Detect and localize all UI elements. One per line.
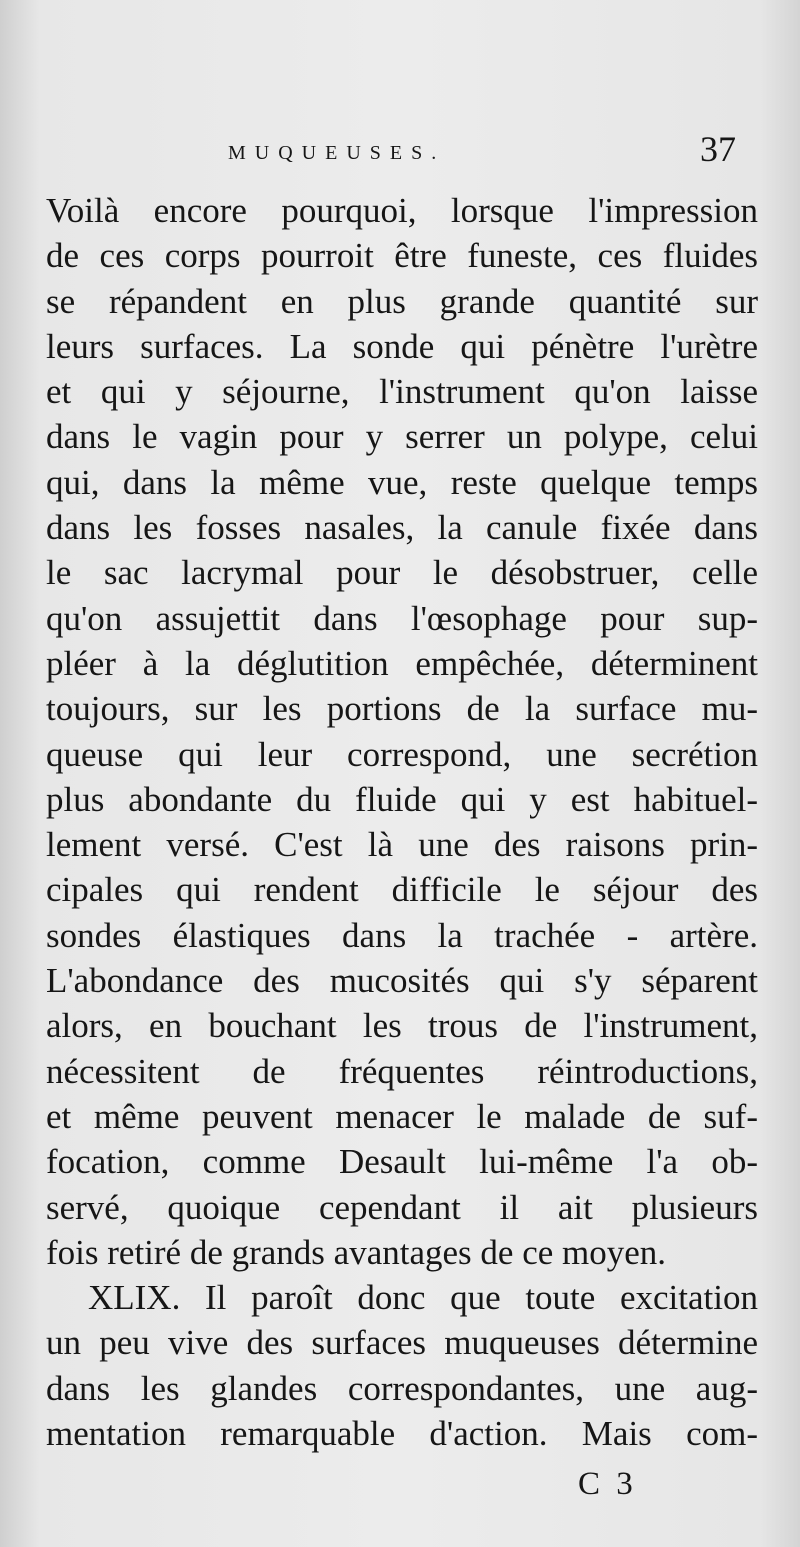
text-line: leurs surfaces. La sonde qui pénètre l'urètre [46,326,758,366]
text-line: et qui y séjourne, l'instrument qu'on laisse [46,372,758,412]
text-line: se répandent en plus grande quantité sur [46,281,758,321]
text-line: dans les fosses nasales, la canule fixée dans [46,508,758,548]
text-line: de ces corps pourroit être funeste, ces fluides [46,236,758,276]
text-line: lement versé. C'est là une des raisons prin- [46,825,758,865]
text-line: mentation remarquable d'action. Mais com- [46,1414,758,1454]
text-line: un peu vive des surfaces muqueuses détermine [46,1323,758,1363]
text-line: focation, comme Desault lui-même l'a ob- [46,1142,758,1182]
text-line: servé, quoique cependant il ait plusieurs [46,1187,758,1227]
section-start-line: XLIX. Il paroît donc que toute excitation [88,1278,758,1318]
running-head: MUQUEUSES. [228,142,446,164]
text-line: qui, dans la même vue, reste quelque temps [46,462,758,502]
text-line: qu'on assujettit dans l'œsophage pour sup- [46,598,758,638]
text-line: plus abondante du fluide qui y est habituel- [46,779,758,819]
text-line: cipales qui rendent difficile le séjour des [46,870,758,910]
body-text [46,188,758,1456]
paragraph-end-line: fois retiré de grands avantages de ce moyen. [46,1232,667,1272]
text-line: toujours, sur les portions de la surface mu- [46,689,758,729]
text-line: dans le vagin pour y serrer un polype, celui [46,417,758,457]
text-line: et même peuvent menacer le malade de suf- [46,1096,758,1136]
text-line: sondes élastiques dans la trachée - artère. [46,915,758,955]
text-line: nécessitent de fréquentes réintroductions, [46,1051,758,1091]
text-line: queuse qui leur correspond, une secrétion [46,734,758,774]
text-line: alors, en bouchant les trous de l'instrument, [46,1006,758,1046]
page-number: 37 [700,129,736,169]
text-line: dans les glandes correspondantes, une aug- [46,1368,758,1408]
text-line: L'abondance des mucosités qui s'y séparent [46,961,758,1001]
text-line: Voilà encore pourquoi, lorsque l'impression [46,191,758,230]
signature-mark: C 3 [578,1466,637,1502]
page-header [0,128,800,178]
text-line: pléer à la déglutition empêchée, déterminent [46,643,758,683]
text-line: le sac lacrymal pour le désobstruer, celle [46,553,758,593]
